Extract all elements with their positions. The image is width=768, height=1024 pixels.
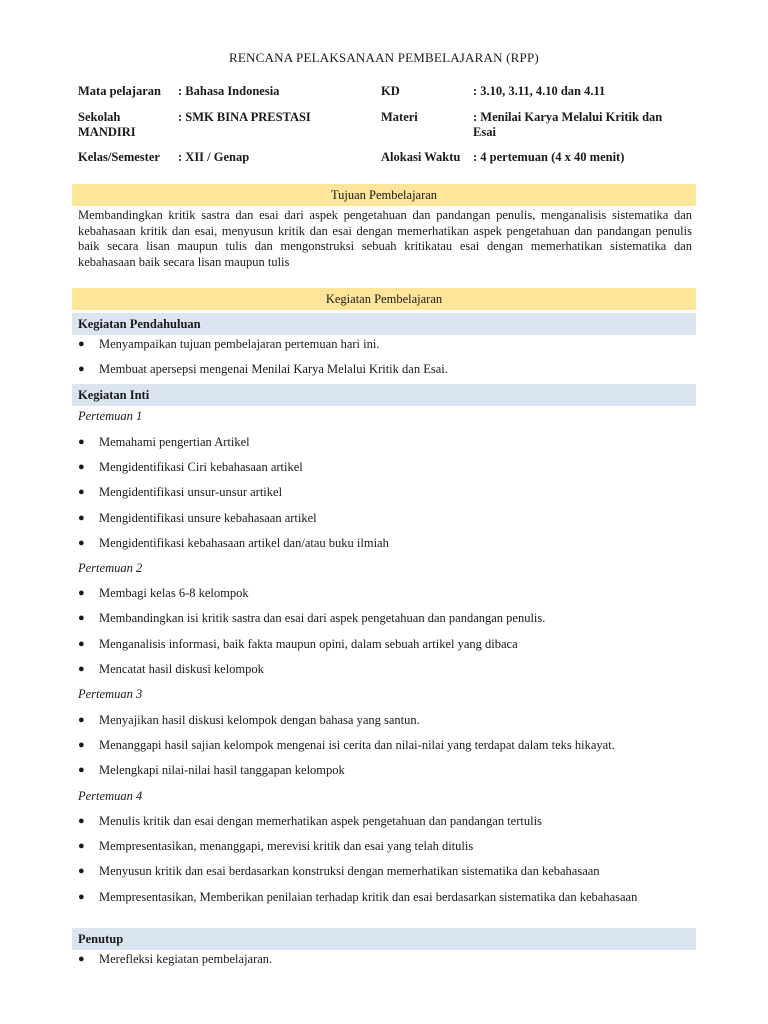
kd-label: KD — [381, 84, 400, 98]
sekolah-label: Sekolah MANDIRI — [78, 110, 136, 139]
pertemuan-1-heading: Pertemuan 1 — [78, 409, 143, 423]
section-pendahuluan: Kegiatan Pendahuluan — [72, 313, 696, 335]
bullet-icon: ● — [78, 363, 85, 375]
bullet-icon: ● — [78, 714, 85, 726]
pertemuan-3-heading: Pertemuan 3 — [78, 687, 143, 701]
bullet-icon: ● — [78, 461, 85, 473]
info-materi — [381, 110, 663, 139]
mapel-value: : Bahasa Indonesia — [178, 84, 280, 98]
pertemuan-4-heading: Pertemuan 4 — [78, 789, 143, 803]
section-penutup: Penutup — [72, 928, 696, 950]
alokasi-label: Alokasi Waktu — [381, 150, 461, 164]
info-sekolah — [78, 110, 311, 140]
bullet-icon: ● — [78, 612, 85, 624]
bullet-icon: ● — [78, 815, 85, 827]
bullet-icon: ● — [78, 638, 85, 650]
bullet-icon: ● — [78, 338, 85, 350]
materi-label: Materi — [381, 110, 418, 124]
info-alokasi — [381, 150, 625, 165]
bullet-icon: ● — [78, 840, 85, 852]
pertemuan-2-heading: Pertemuan 2 — [78, 561, 143, 575]
kelas-value: : XII / Genap — [178, 150, 250, 164]
bullet-icon: ● — [78, 739, 85, 751]
section-inti: Kegiatan Inti — [72, 384, 696, 406]
bullet-icon: ● — [78, 891, 85, 903]
info-mapel — [78, 84, 280, 99]
kd-value: : 3.10, 3.11, 4.10 dan 4.11 — [473, 84, 606, 98]
sekolah-value: : SMK BINA PRESTASI — [178, 110, 311, 124]
info-kelas — [78, 150, 250, 165]
bullet-icon: ● — [78, 953, 85, 965]
info-kd — [381, 84, 606, 99]
page-title: RENCANA PELAKSANAAN PEMBELAJARAN (RPP) — [229, 50, 539, 65]
tujuan-header: Tujuan Pembelajaran — [72, 184, 696, 206]
alokasi-value: : 4 pertemuan (4 x 40 menit) — [473, 150, 625, 164]
kegiatan-header: Kegiatan Pembelajaran — [72, 288, 696, 310]
mapel-label: Mata pelajaran — [78, 84, 161, 98]
bullet-icon: ● — [78, 486, 85, 498]
bullet-icon: ● — [78, 512, 85, 524]
bullet-icon: ● — [78, 587, 85, 599]
bullet-icon: ● — [78, 764, 85, 776]
bullet-icon: ● — [78, 663, 85, 675]
materi-value: : Menilai Karya Melalui Kritik dan Esai — [473, 110, 663, 139]
kelas-label: Kelas/Semester — [78, 150, 160, 164]
bullet-icon: ● — [78, 865, 85, 877]
bullet-icon: ● — [78, 537, 85, 549]
bullet-icon: ● — [78, 436, 85, 448]
tujuan-text: Membandingkan kritik sastra dan esai dari aspek pengetahuan dan pandangan penulis, menganalisis sistematika dan kebahasaan kritik dan esai, menyusun kritik dan esai dengan memerhatikan aspek pengetahuan dan pandangan penulis baik secara lisan maupun tulis dan mengonstruksi sebuah kritikatau esai dengan memerhatikan sistematika dan kebahasaan baik secara lisan maupun tulis — [78, 208, 692, 269]
